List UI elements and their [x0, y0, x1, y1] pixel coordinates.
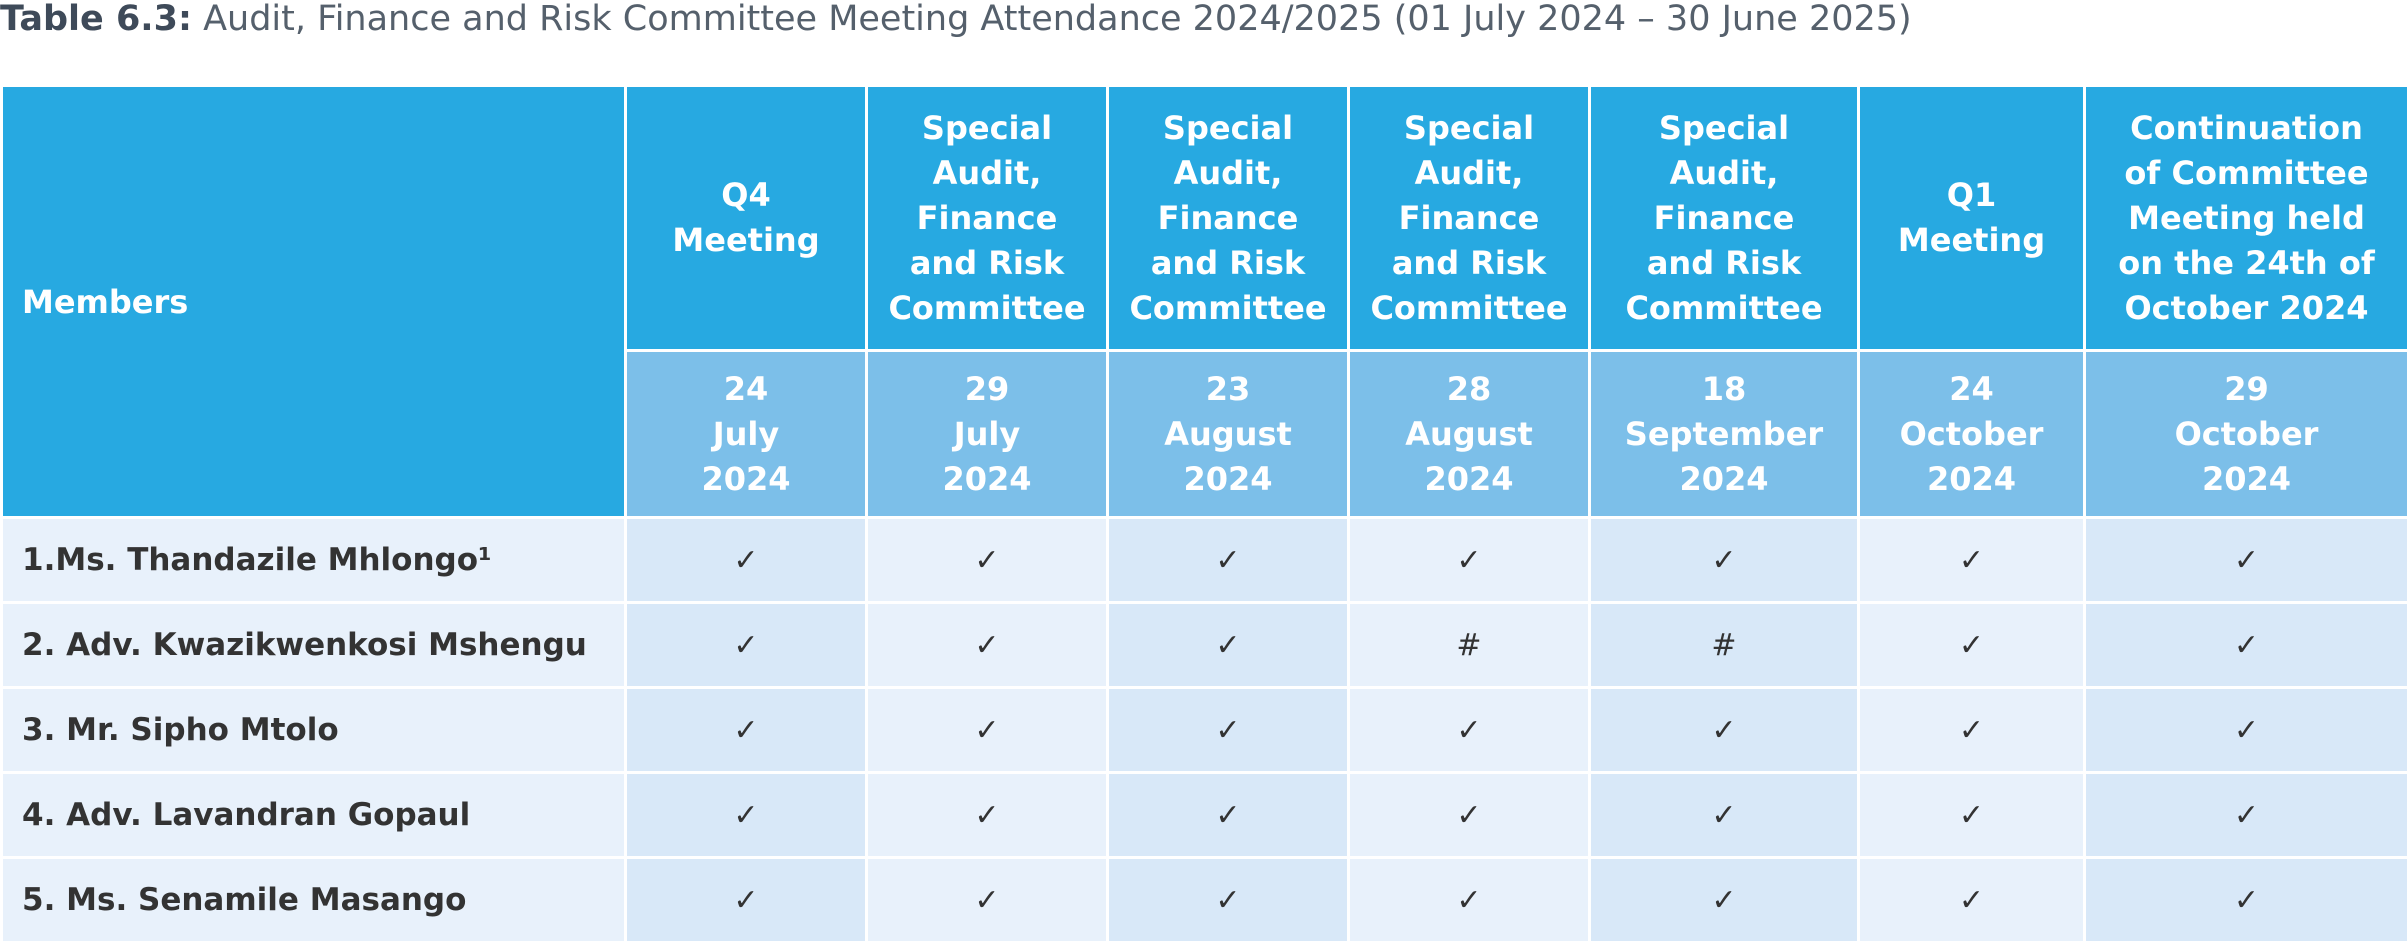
- column-date-line: 2024: [1679, 459, 1769, 498]
- column-title-line: on the 24th of: [2118, 243, 2375, 282]
- column-date: [1108, 351, 1349, 518]
- column-date-line: 2024: [1424, 459, 1514, 498]
- caption-label: Table 6.3:: [0, 0, 192, 39]
- column-title: [1349, 86, 1590, 351]
- attendance-mark: #: [1349, 603, 1590, 688]
- attended-check-icon: ✓: [1349, 688, 1590, 773]
- members-column-header: Members: [2, 86, 626, 518]
- table-body: [2, 518, 2407, 943]
- column-title-line: Special: [1403, 108, 1535, 147]
- caption-text: Audit, Finance and Risk Committee Meeting Attendance 2024/2025 (01 July 2024 – 30 June 2025): [191, 0, 1912, 39]
- attended-check-icon: ✓: [1349, 518, 1590, 603]
- column-title-line: Committee: [1625, 288, 1823, 327]
- attended-check-icon: ✓: [867, 858, 1108, 943]
- column-date-line: 23: [1205, 369, 1251, 408]
- column-date-line: 24: [1949, 369, 1994, 408]
- attended-check-icon: ✓: [1590, 773, 1859, 858]
- column-title-line: Special: [921, 108, 1053, 147]
- attended-check-icon: ✓: [626, 773, 867, 858]
- column-date: [1590, 351, 1859, 518]
- table-row: [2, 603, 2407, 688]
- attended-check-icon: ✓: [626, 858, 867, 943]
- table-row: [2, 688, 2407, 773]
- attended-check-icon: ✓: [2085, 773, 2407, 858]
- column-title-line: Audit,: [932, 153, 1042, 192]
- column-title-line: Continuation: [2130, 108, 2363, 147]
- attended-check-icon: ✓: [867, 688, 1108, 773]
- column-date-line: October: [1899, 414, 2044, 453]
- column-title-line: Audit,: [1173, 153, 1283, 192]
- member-name: 5. Ms. Senamile Masango: [2, 858, 626, 943]
- column-title-line: and Risk: [1391, 243, 1547, 282]
- column-date-line: 29: [2224, 369, 2269, 408]
- column-title-line: of Committee: [2124, 153, 2369, 192]
- column-date-line: July: [953, 414, 1021, 453]
- attended-check-icon: ✓: [1590, 688, 1859, 773]
- column-date-line: 2024: [942, 459, 1032, 498]
- column-date: [1349, 351, 1590, 518]
- column-date-line: August: [1164, 414, 1292, 453]
- column-date: [2085, 351, 2407, 518]
- column-title-line: Meeting: [672, 221, 820, 259]
- attended-check-icon: ✓: [1859, 773, 2085, 858]
- member-name: 3. Mr. Sipho Mtolo: [2, 688, 626, 773]
- column-title-line: Finance: [1653, 198, 1795, 237]
- attended-check-icon: ✓: [1590, 518, 1859, 603]
- column-date-line: 24: [723, 369, 769, 408]
- member-name: 2. Adv. Kwazikwenkosi Mshengu: [2, 603, 626, 688]
- column-title-line: and Risk: [1150, 243, 1306, 282]
- column-date-line: 2024: [1926, 459, 2017, 498]
- column-date-line: 29: [964, 369, 1010, 408]
- column-date-line: 2024: [2201, 459, 2292, 498]
- attended-check-icon: ✓: [626, 688, 867, 773]
- column-date: [626, 351, 867, 518]
- attended-check-icon: ✓: [867, 603, 1108, 688]
- column-title-line: Finance: [916, 198, 1058, 237]
- table-row: [2, 518, 2407, 603]
- column-title-line: Meeting: [1897, 221, 2046, 259]
- member-name: 4. Adv. Lavandran Gopaul: [2, 773, 626, 858]
- column-title-line: Special: [1162, 108, 1294, 147]
- attended-check-icon: ✓: [1859, 518, 2085, 603]
- column-date-line: October: [2174, 414, 2319, 453]
- column-title: [1859, 86, 2085, 351]
- attended-check-icon: ✓: [626, 603, 867, 688]
- attended-check-icon: ✓: [1859, 858, 2085, 943]
- attended-check-icon: ✓: [1859, 603, 2085, 688]
- column-title-line: Q4: [721, 176, 771, 214]
- column-title-line: Committee: [1129, 288, 1327, 327]
- attended-check-icon: ✓: [626, 518, 867, 603]
- attended-check-icon: ✓: [2085, 688, 2407, 773]
- column-title: [867, 86, 1108, 351]
- attended-check-icon: ✓: [1349, 858, 1590, 943]
- column-title-line: Finance: [1157, 198, 1299, 237]
- column-title-line: Audit,: [1414, 153, 1524, 192]
- column-title-line: October 2024: [2124, 288, 2369, 327]
- attended-check-icon: ✓: [1859, 688, 2085, 773]
- column-date: [1859, 351, 2085, 518]
- column-title-line: and Risk: [909, 243, 1065, 282]
- attended-check-icon: ✓: [1590, 858, 1859, 943]
- attended-check-icon: ✓: [867, 518, 1108, 603]
- attendance-table: [0, 84, 2407, 944]
- column-title-line: Q1: [1946, 176, 1997, 214]
- column-title: [1108, 86, 1349, 351]
- attended-check-icon: ✓: [867, 773, 1108, 858]
- member-name: 1.Ms. Thandazile Mhlongo¹: [2, 518, 626, 603]
- table-row: [2, 858, 2407, 943]
- table-caption: [0, 0, 1912, 44]
- column-date-line: 28: [1446, 369, 1492, 408]
- attendance-mark: #: [1590, 603, 1859, 688]
- table-row: [2, 773, 2407, 858]
- column-title: [1590, 86, 1859, 351]
- column-date-line: July: [712, 414, 780, 453]
- attended-check-icon: ✓: [1108, 688, 1349, 773]
- attended-check-icon: ✓: [1349, 773, 1590, 858]
- column-title-line: Finance: [1398, 198, 1540, 237]
- column-date-line: 2024: [1183, 459, 1273, 498]
- column-title-line: and Risk: [1646, 243, 1802, 282]
- column-title-line: Meeting held: [2128, 198, 2365, 237]
- attended-check-icon: ✓: [2085, 858, 2407, 943]
- attended-check-icon: ✓: [1108, 518, 1349, 603]
- column-date-line: 2024: [701, 459, 791, 498]
- column-title: [626, 86, 867, 351]
- attended-check-icon: ✓: [1108, 858, 1349, 943]
- column-date-line: 18: [1701, 369, 1747, 408]
- attended-check-icon: ✓: [2085, 518, 2407, 603]
- column-date: [867, 351, 1108, 518]
- column-title-line: Committee: [888, 288, 1086, 327]
- attended-check-icon: ✓: [2085, 603, 2407, 688]
- column-title-line: Special Audit,: [1658, 108, 1790, 192]
- column-date-line: August: [1405, 414, 1533, 453]
- attended-check-icon: ✓: [1108, 773, 1349, 858]
- column-title: [2085, 86, 2407, 351]
- column-title-line: Committee: [1370, 288, 1568, 327]
- column-date-line: September: [1624, 414, 1824, 453]
- attended-check-icon: ✓: [1108, 603, 1349, 688]
- header-title-row: [2, 86, 2407, 351]
